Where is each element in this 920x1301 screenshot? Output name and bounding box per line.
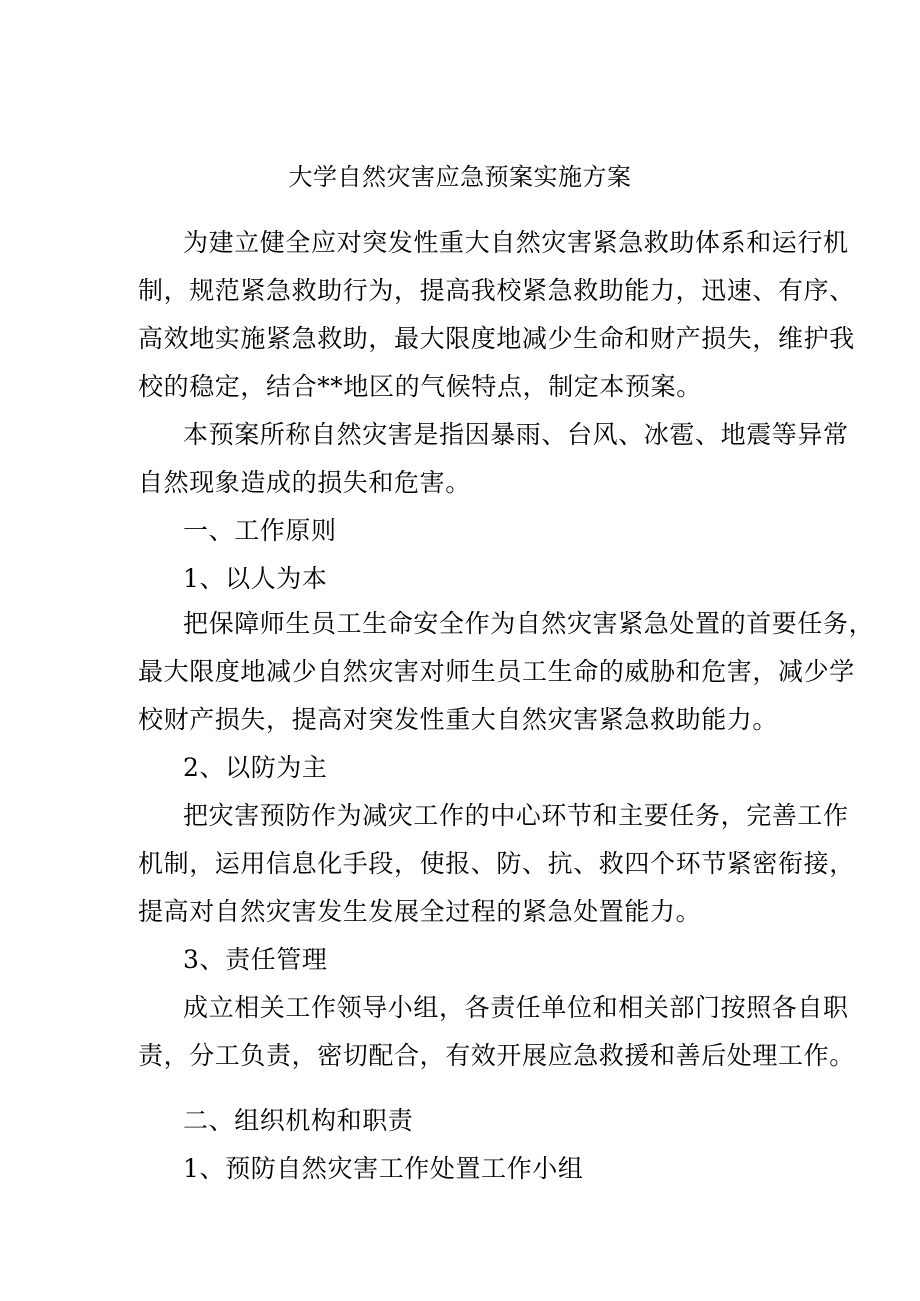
paragraph-responsibility-line-1: 成立相关工作领导小组，各责任单位和相关部门按照各自职 (183, 993, 849, 1022)
paragraph-intro-line-3: 高效地实施紧急救助，最大限度地减少生命和财产损失，维护我 (138, 324, 855, 353)
paragraph-people-first-line-2: 最大限度地减少自然灾害对师生员工生命的威胁和危害，减少学 (138, 657, 855, 686)
paragraph-prevention-line-1: 把灾害预防作为减灾工作的中心环节和主要任务，完善工作 (183, 801, 849, 830)
paragraph-prevention-line-2: 机制，运用信息化手段，使报、防、抗、救四个环节紧密衔接， (138, 849, 855, 878)
paragraph-intro-line-4: 校的稳定，结合**地区的气候特点，制定本预案。 (138, 372, 702, 401)
subheading-prevention-first: 2、以防为主 (183, 753, 328, 782)
paragraph-intro-line-1: 为建立健全应对突发性重大自然灾害紧急救助体系和运行机 (183, 228, 849, 257)
paragraph-people-first-line-3: 校财产损失，提高对突发性重大自然灾害紧急救助能力。 (138, 705, 779, 734)
section-heading-organization: 二、组织机构和职责 (183, 1106, 414, 1135)
paragraph-definition-line-1: 本预案所称自然灾害是指因暴雨、台风、冰雹、地震等异常 (183, 420, 849, 449)
subheading-responsibility: 3、责任管理 (183, 945, 328, 974)
subheading-working-group: 1、预防自然灾害工作处置工作小组 (183, 1154, 584, 1183)
paragraph-responsibility-line-2: 责，分工负责，密切配合，有效开展应急救援和善后处理工作。 (138, 1041, 855, 1070)
paragraph-people-first-line-1: 把保障师生员工生命安全作为自然灾害紧急处置的首要任务， (183, 609, 875, 638)
section-heading-principles: 一、工作原则 (183, 516, 337, 545)
document-title: 大学自然灾害应急预案实施方案 (288, 163, 632, 191)
paragraph-intro-line-2: 制，规范紧急救助行为，提高我校紧急救助能力，迅速、有序、 (138, 276, 855, 305)
paragraph-definition-line-2: 自然现象造成的损失和危害。 (138, 468, 471, 497)
subheading-people-first: 1、以人为本 (183, 564, 328, 593)
paragraph-prevention-line-3: 提高对自然灾害发生发展全过程的紧急处置能力。 (138, 897, 702, 926)
